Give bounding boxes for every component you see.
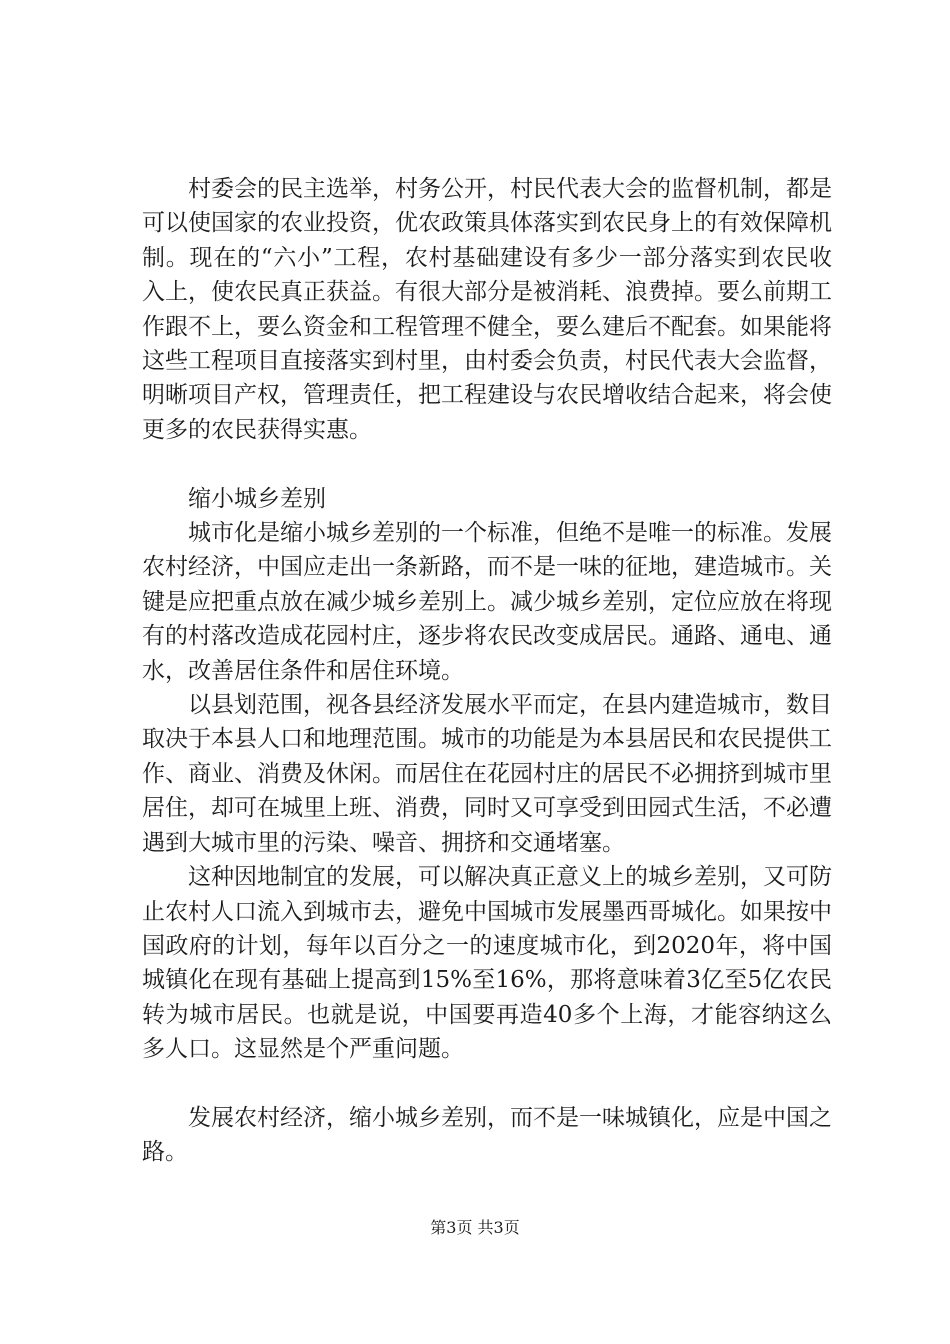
document-body bbox=[142, 172, 832, 1170]
paragraph-gap bbox=[142, 447, 832, 481]
paragraph-local-development: 这种因地制宜的发展，可以解决真正意义上的城乡差别，又可防止农村人口流入到城市去，避免中国城市发展墨西哥城化。如果按中国政府的计划，每年以百分之一的速度城市化，到2020年，将中国城镇化在现有基础上提高到15%至16%，那将意味着3亿至5亿农民转为城市居民。也就是说，中国要再造40多个上海，才能容纳这么多人口。这显然是个严重问题。 bbox=[142, 864, 832, 1063]
page-number-footer: 第3页 共3页 bbox=[430, 1218, 520, 1237]
paragraph-gap bbox=[142, 1067, 832, 1101]
section-heading: 缩小城乡差别 bbox=[188, 485, 326, 512]
paragraph-county-cities: 以县划范围，视各县经济发展水平而定，在县内建造城市，数目取决于本县人口和地理范围。城市的功能是为本县居民和农民提供工作、商业、消费及休闲。而居住在花园村庄的居民不必拥挤到城市里居住，却可在城里上班、消费，同时又可享受到田园式生活，不必遭遇到大城市里的污染、噪音、拥挤和交通堵塞。 bbox=[142, 692, 832, 856]
paragraph-village-committee: 村委会的民主选举，村务公开，村民代表大会的监督机制，都是可以使国家的农业投资，优农政策具体落实到农民身上的有效保障机制。现在的“六小”工程，农村基础建设有多少一部分落实到农民收入上，使农民真正获益。有很大部分是被消耗、浪费掉。要么前期工作跟不上，要么资金和工程管理不健全，要么建后不配套。如果能将这些工程项目直接落实到村里，由村委会负责，村民代表大会监督，明晰项目产权，管理责任，把工程建设与农民增收结合起来，将会使更多的农民获得实惠。 bbox=[142, 176, 832, 443]
paragraph-urbanization: 城市化是缩小城乡差别的一个标准，但绝不是唯一的标准。发展农村经济，中国应走出一条新路，而不是一味的征地，建造城市。关键是应把重点放在减少城乡差别上。减少城乡差别，定位应放在将现有的村落改造成花园村庄，逐步将农民改变成居民。通路、通电、通水，改善居住条件和居住环境。 bbox=[142, 520, 832, 684]
paragraph-conclusion: 发展农村经济，缩小城乡差别，而不是一味城镇化，应是中国之路。 bbox=[142, 1104, 832, 1166]
